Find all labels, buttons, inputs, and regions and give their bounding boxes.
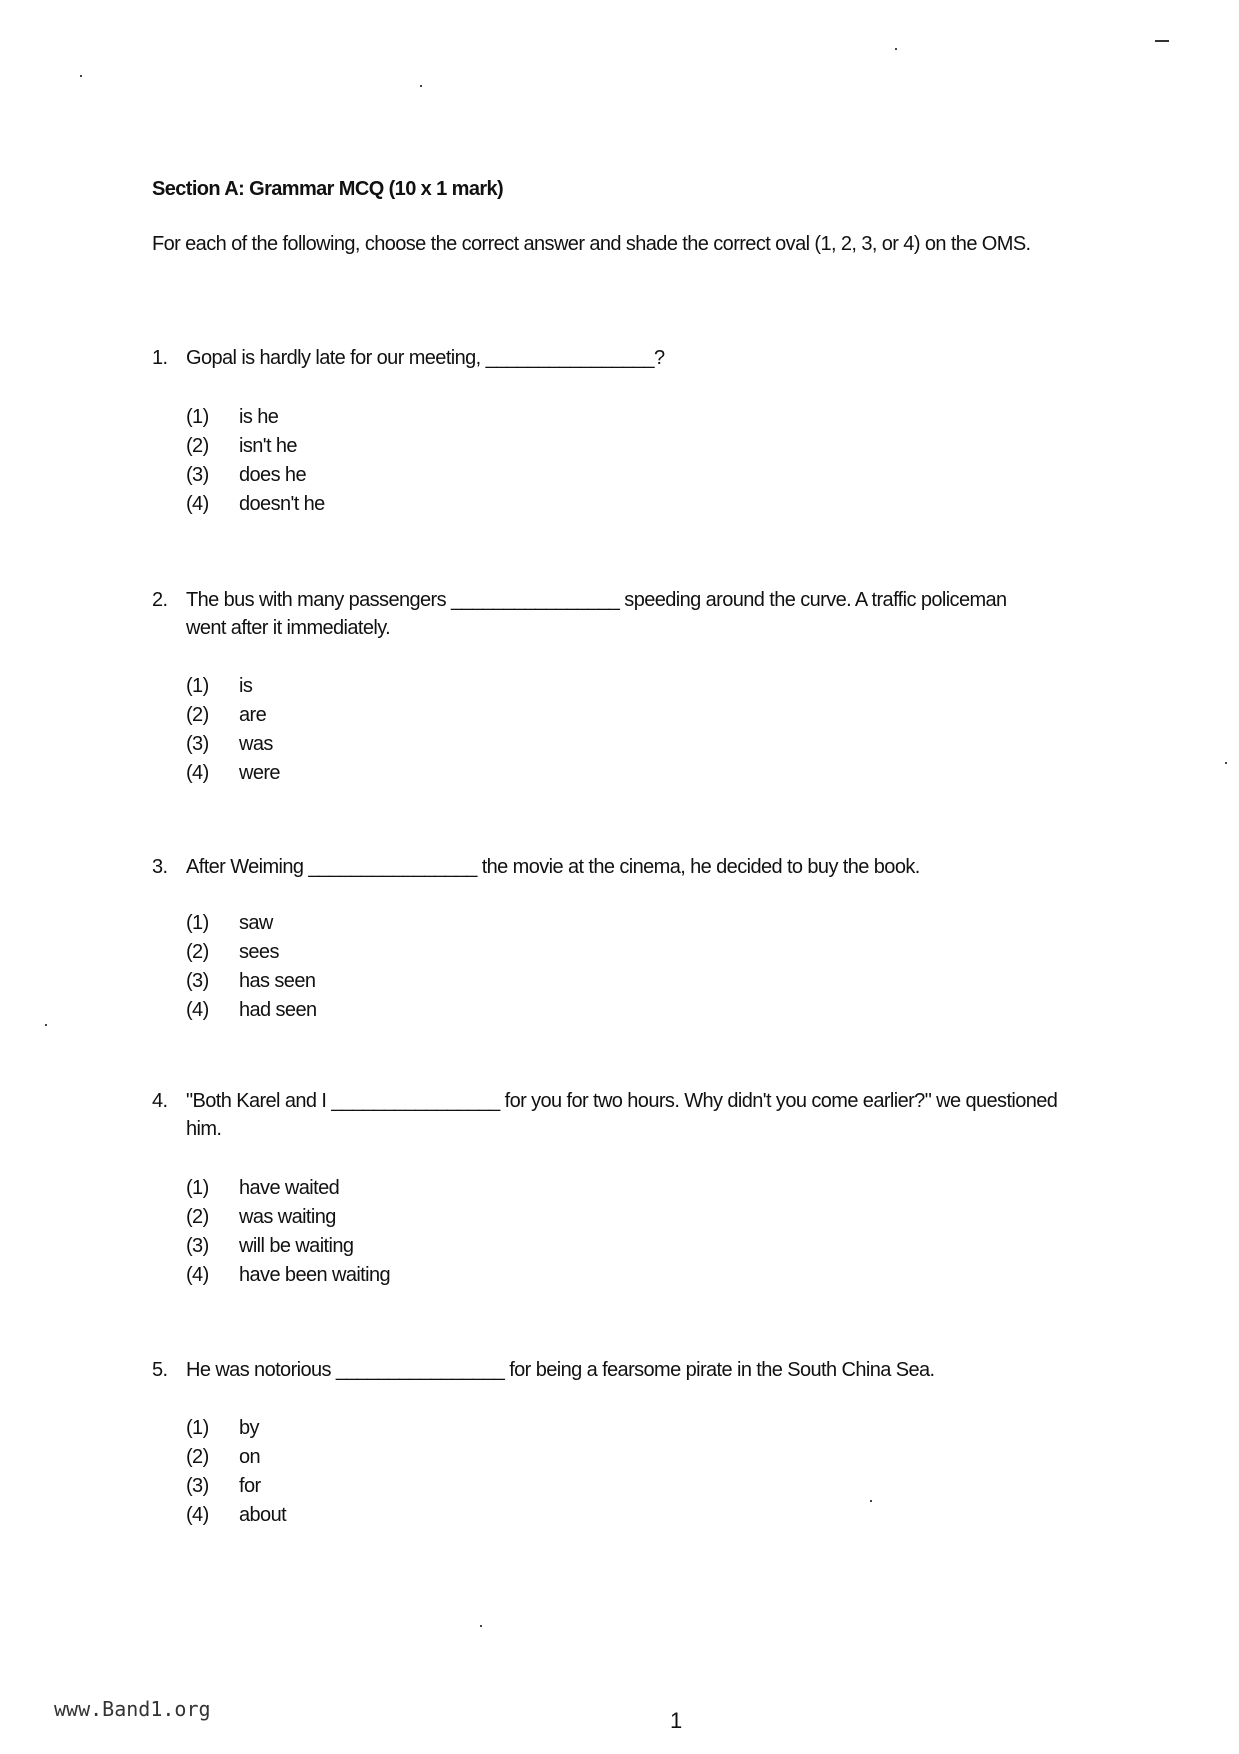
option-label: (4): [186, 762, 209, 784]
option-1[interactable]: [186, 403, 786, 432]
question-row: [152, 586, 1192, 642]
options-list: [186, 672, 786, 788]
option-text: doesn't he: [239, 493, 325, 515]
scan-speck: [1155, 40, 1169, 42]
option-label: (1): [186, 1417, 209, 1439]
option-2[interactable]: [186, 701, 786, 730]
option-text: isn't he: [239, 435, 297, 457]
option-label: (2): [186, 704, 209, 726]
option-2[interactable]: [186, 1443, 786, 1472]
option-text: is: [239, 675, 253, 697]
option-2[interactable]: [186, 938, 786, 967]
question-1: [152, 344, 1192, 519]
instructions: For each of the following, choose the correct answer and shade the correct oval (1, 2, 3, or 4) on the OMS.: [152, 233, 1031, 255]
question-text: He was notorious ________________ for being a fearsome pirate in the South China Sea.: [186, 1359, 935, 1381]
option-label: (2): [186, 435, 209, 457]
question-number: 3.: [152, 856, 168, 878]
option-label: (1): [186, 675, 209, 697]
scan-speck: [870, 1500, 872, 1502]
footer-watermark: www.Band1.org: [54, 1697, 211, 1721]
question-row: [152, 1087, 1192, 1143]
option-text: by: [239, 1417, 259, 1439]
option-4[interactable]: [186, 759, 786, 788]
option-3[interactable]: [186, 461, 786, 490]
option-2[interactable]: [186, 432, 786, 461]
option-label: (3): [186, 733, 209, 755]
option-label: (3): [186, 1235, 209, 1257]
option-3[interactable]: [186, 1472, 786, 1501]
question-number: 1.: [152, 347, 168, 369]
scan-speck: [895, 48, 897, 50]
options-list: [186, 403, 786, 519]
option-3[interactable]: [186, 730, 786, 759]
option-text: have been waiting: [239, 1264, 391, 1286]
option-3[interactable]: [186, 1232, 786, 1261]
scan-speck: [45, 1024, 47, 1026]
options-list: [186, 1174, 786, 1290]
option-label: (1): [186, 406, 209, 428]
question-4: [152, 1087, 1192, 1290]
question-row: [152, 853, 1192, 881]
question-5: [152, 1356, 1192, 1530]
option-text: saw: [239, 912, 273, 934]
option-text: does he: [239, 464, 306, 486]
option-text: is he: [239, 406, 279, 428]
option-1[interactable]: [186, 672, 786, 701]
option-text: was waiting: [239, 1206, 336, 1228]
question-row: [152, 344, 1192, 372]
question-text: The bus with many passengers ________________ speeding around the curve. A traffic policeman went after it immediately.: [186, 589, 1007, 639]
option-label: (3): [186, 1475, 209, 1497]
question-number: 2.: [152, 589, 168, 611]
options-list: [186, 1414, 786, 1530]
options-list: [186, 909, 786, 1025]
scan-speck: [420, 85, 422, 87]
option-text: will be waiting: [239, 1235, 354, 1257]
option-label: (2): [186, 1446, 209, 1468]
option-label: (2): [186, 941, 209, 963]
option-text: on: [239, 1446, 261, 1468]
option-1[interactable]: [186, 1414, 786, 1443]
option-4[interactable]: [186, 1261, 786, 1290]
question-number: 4.: [152, 1090, 168, 1112]
scan-speck: [480, 1625, 482, 1627]
question-row: [152, 1356, 1192, 1384]
option-text: sees: [239, 941, 279, 963]
option-4[interactable]: [186, 490, 786, 519]
question-2: [152, 586, 1192, 788]
question-3: [152, 853, 1192, 1025]
option-text: have waited: [239, 1177, 340, 1199]
option-label: (1): [186, 912, 209, 934]
option-label: (3): [186, 464, 209, 486]
option-label: (4): [186, 999, 209, 1021]
question-text: After Weiming ________________ the movie at the cinema, he decided to buy the book.: [186, 856, 920, 878]
option-3[interactable]: [186, 967, 786, 996]
option-text: was: [239, 733, 273, 755]
option-1[interactable]: [186, 909, 786, 938]
option-text: for: [239, 1475, 261, 1497]
scan-speck: [1225, 762, 1227, 764]
option-text: has seen: [239, 970, 316, 992]
option-label: (4): [186, 493, 209, 515]
option-text: had seen: [239, 999, 317, 1021]
option-text: are: [239, 704, 267, 726]
option-4[interactable]: [186, 1501, 786, 1530]
option-text: about: [239, 1504, 287, 1526]
option-1[interactable]: [186, 1174, 786, 1203]
option-label: (4): [186, 1264, 209, 1286]
option-label: (4): [186, 1504, 209, 1526]
option-label: (1): [186, 1177, 209, 1199]
option-label: (3): [186, 970, 209, 992]
question-text: "Both Karel and I ________________ for you for two hours. Why didn't you come earlier?" we questioned him.: [186, 1090, 1058, 1140]
option-4[interactable]: [186, 996, 786, 1025]
question-text: Gopal is hardly late for our meeting, ________________?: [186, 347, 665, 369]
page-number: 1: [670, 1708, 682, 1733]
option-label: (2): [186, 1206, 209, 1228]
option-2[interactable]: [186, 1203, 786, 1232]
scan-speck: [80, 75, 82, 77]
section-heading: Section A: Grammar MCQ (10 x 1 mark): [152, 178, 504, 200]
option-text: were: [239, 762, 280, 784]
question-number: 5.: [152, 1359, 168, 1381]
